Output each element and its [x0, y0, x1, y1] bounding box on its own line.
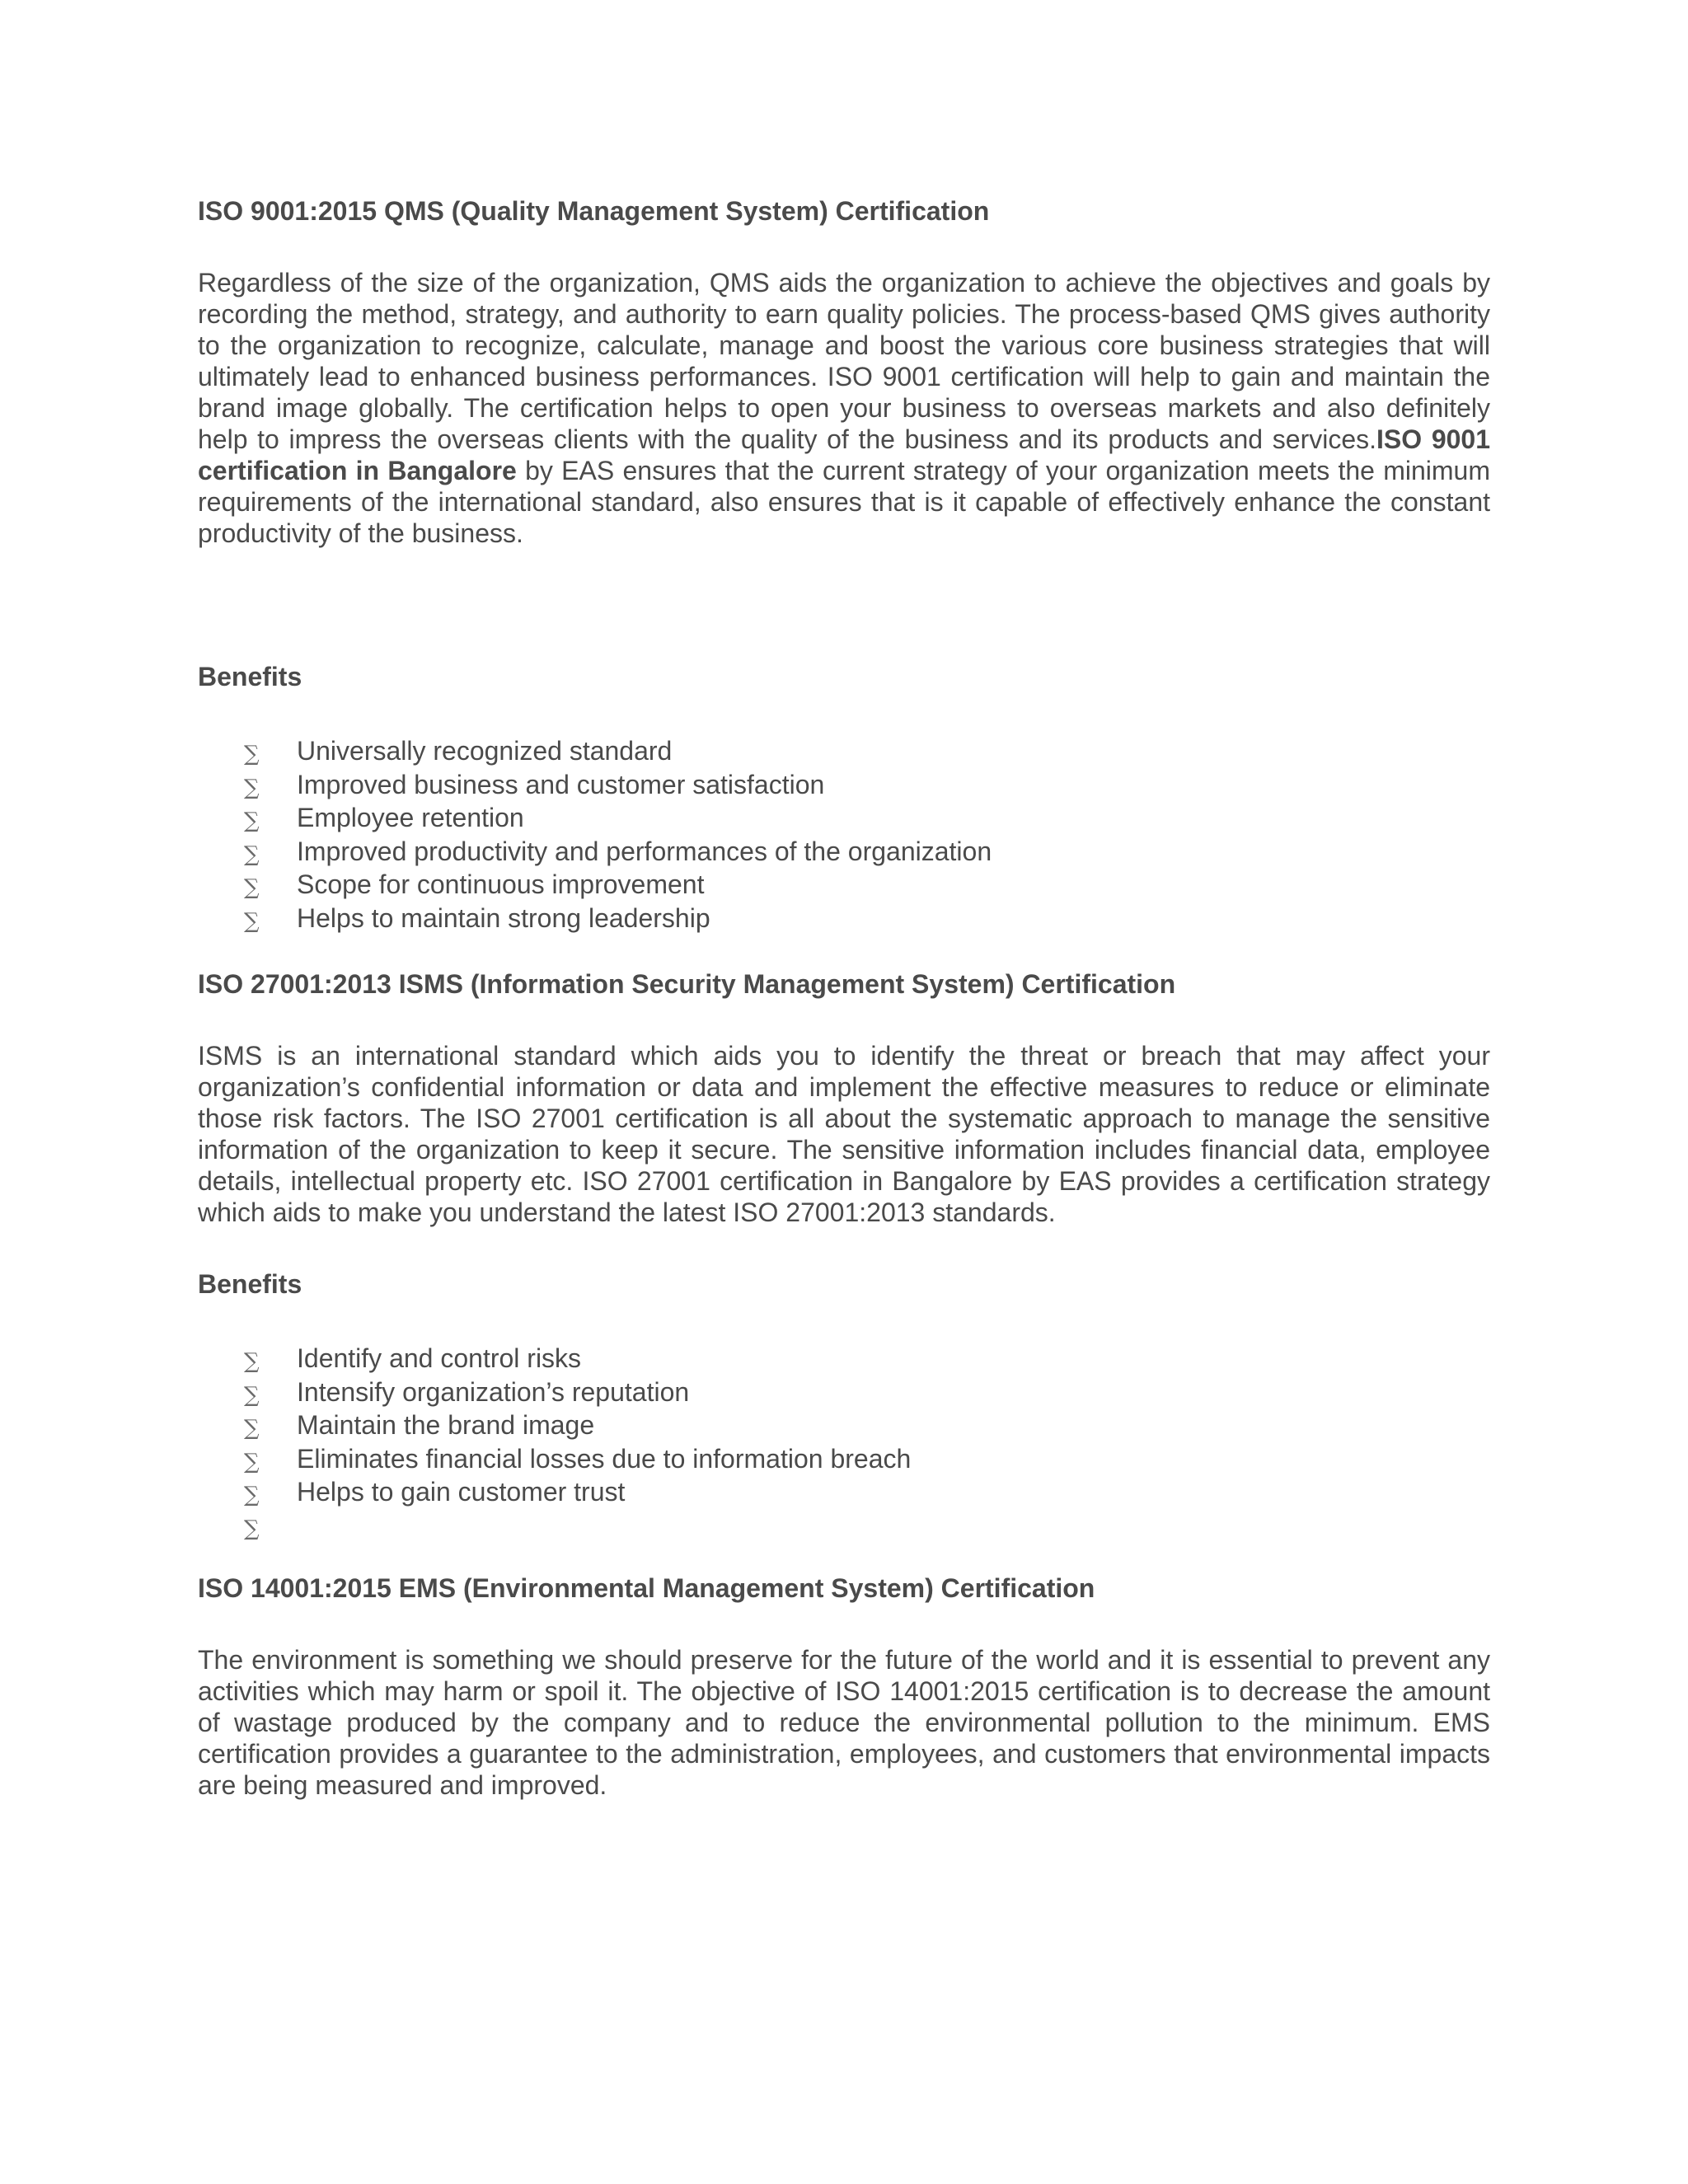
list-item: ∑ Helps to gain customer trust — [198, 1475, 1490, 1509]
isms-paragraph: ISMS is an international standard which aids you to identify the threat or breach that may affect your organization’s confidential information or data and implement the effective measures to reduce or eliminate those risk factors. The ISO 27001 certification is all about the systematic approach to manage the sensitive information of the organization to keep it secure. The sensitive information includes financial data, employee details, intellectual property etc. ISO 27001 certification in Bangalore by EAS provides a certification strategy which aids to make you understand the latest ISO 27001:2013 standards. — [198, 1041, 1490, 1227]
list-item: ∑ Maintain the brand image — [198, 1408, 1490, 1442]
bullet-icon: ∑ — [244, 875, 260, 900]
list-item: ∑ Scope for continuous improvement — [198, 868, 1490, 902]
isms-benefits-list — [198, 1342, 1490, 1542]
bullet-icon: ∑ — [244, 1382, 260, 1408]
list-item: ∑ Improved productivity and performances of the organization — [198, 835, 1490, 869]
list-item: ∑ Improved business and customer satisfaction — [198, 768, 1490, 802]
list-item: ∑ Identify and control risks — [198, 1342, 1490, 1376]
bullet-icon: ∑ — [244, 808, 260, 833]
bullet-icon: ∑ — [244, 908, 260, 934]
qms-paragraph-bold: ISO 9001 certification in Bangalore — [198, 424, 1491, 485]
isms-benefits-heading: Benefits — [198, 1269, 302, 1299]
isms-heading: ISO 27001:2013 ISMS (Information Security Management System) Certification — [198, 969, 1176, 999]
list-item: ∑ Helps to maintain strong leadership — [198, 902, 1490, 935]
bullet-icon: ∑ — [244, 1349, 260, 1374]
bullet-icon: ∑ — [244, 742, 260, 766]
list-item: ∑ Employee retention — [198, 801, 1490, 835]
list-item: ∑ Intensify organization’s reputation — [198, 1376, 1490, 1409]
bullet-icon: ∑ — [244, 1416, 260, 1441]
qms-paragraph: Regardless of the size of the organization, QMS aids the organization to achieve the objectives and goals by recording the method, strategy, and authority to earn quality policies. The process-based QMS gives authority to the organization to recognize, calculate, manage and boost the various core business strategies that will ultimately lead to enhanced business performances. ISO 9001 certification will help to gain and maintain the brand image globally. The certification helps to open your business to overseas markets and also definitely help to impress the overseas clients with the quality of the business and its products and services.ISO 9001 certification in Bangalore by EAS ensures that the current strategy of your organization meets the minimum requirements of the international standard, also ensures that is it capable of effectively enhance the constant productivity of the business. — [198, 268, 1491, 548]
document-page — [198, 194, 1490, 1801]
list-item: ∑ Eliminates financial losses due to information breach — [198, 1442, 1490, 1476]
qms-benefits-list — [198, 734, 1490, 935]
bullet-icon: ∑ — [244, 1516, 260, 1541]
list-item: ∑ Universally recognized standard — [198, 734, 1490, 768]
qms-heading: ISO 9001:2015 QMS (Quality Management System) Certification — [198, 196, 990, 226]
list-item — [198, 1509, 1490, 1543]
bullet-icon: ∑ — [244, 841, 260, 867]
ems-paragraph: The environment is something we should preserve for the future of the world and it is essential to prevent any activities which may harm or spoil it. The objective of ISO 14001:2015 certification is to decrease the amount of wastage produced by the company and to reduce the environmental pollution to the minimum. EMS certification provides a guarantee to the administration, employees, and customers that environmental impacts are being measured and improved. — [198, 1645, 1490, 1800]
bullet-icon: ∑ — [244, 1483, 260, 1507]
bullet-icon: ∑ — [244, 775, 260, 800]
qms-benefits-heading: Benefits — [198, 662, 302, 691]
ems-heading: ISO 14001:2015 EMS (Environmental Management System) Certification — [198, 1573, 1095, 1603]
bullet-icon: ∑ — [244, 1449, 260, 1474]
